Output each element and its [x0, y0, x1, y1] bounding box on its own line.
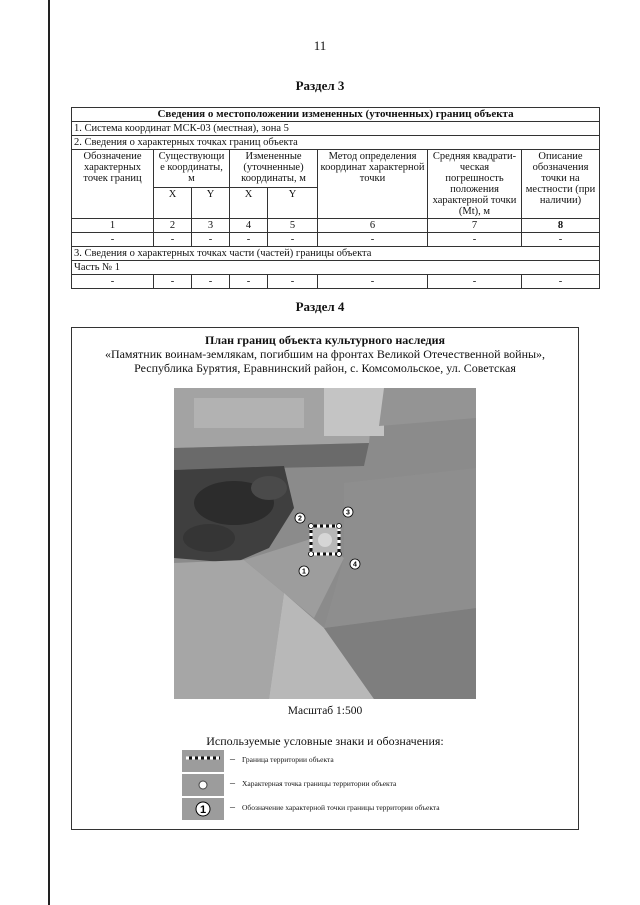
table-cell: 5: [268, 219, 318, 233]
section-4-title: Раздел 4: [295, 299, 345, 314]
plan-subtitle: «Памятник воинам-землякам, погибшим на фронтах Великой Отечественной войны», Республика Бурятия, Еравнинский район, с. Комсомольское, ул. Советская: [104, 347, 546, 375]
table-cell: -: [428, 275, 522, 289]
col-description: Описание обозначения точки на местности (при наличии): [522, 150, 600, 219]
col-error: Средняя квадрати-ческая погрешность положения характерной точки (Mt), м: [428, 150, 522, 219]
coordinates-table: [71, 107, 600, 289]
table-cell: -: [154, 233, 192, 247]
legend-title: Используемые условные знаки и обозначения:: [206, 734, 444, 748]
aerial-map: [174, 388, 476, 699]
col-changed-coords: Измененные (уточненные) координаты, м: [230, 150, 318, 188]
point-label-1: [299, 566, 309, 576]
table-cell: -: [318, 233, 428, 247]
point-label-2: [295, 513, 305, 523]
boundary-line-icon: [182, 750, 224, 772]
col-existing-coords: Существующи е координаты, м: [154, 150, 230, 188]
point-label-icon: [182, 798, 224, 820]
legend-label: Характерная точка границы территории объекта: [242, 779, 397, 788]
legend-item-point: – Характерная точка границы территории объекта: [182, 774, 522, 796]
plan-frame: [71, 327, 579, 830]
table-row-dashes: [72, 233, 600, 247]
svg-text:1: 1: [199, 804, 207, 816]
table-row-dashes-2: [72, 275, 600, 289]
table-cell: -: [428, 233, 522, 247]
table-row-numbering: [72, 219, 600, 233]
legend-label: Обозначение характерной точки границы территории объекта: [242, 803, 440, 812]
aerial-map-image: [174, 388, 476, 699]
table-cell: 6: [318, 219, 428, 233]
svg-text:3: 3: [346, 509, 350, 517]
table-cell: -: [192, 233, 230, 247]
table-cell: 1: [72, 219, 154, 233]
table-cell: 8: [522, 219, 600, 233]
table-cell: -: [192, 275, 230, 289]
plan-title: План границ объекта культурного наследия: [205, 333, 445, 347]
table-cell: -: [154, 275, 192, 289]
table-cell: -: [72, 233, 154, 247]
row-coordinate-system: 1. Система координат МСК-03 (местная), зона 5: [72, 122, 600, 136]
map-scale: Масштаб 1:500: [287, 705, 363, 717]
point-label-3: [343, 507, 353, 517]
table-heading: Сведения о местоположении измененных (уточненных) границ объекта: [72, 108, 600, 122]
point-marker-icon: [182, 774, 224, 796]
point-label-4: [350, 559, 360, 569]
legend-item-boundary: – Граница территории объекта: [182, 750, 522, 772]
svg-text:4: 4: [353, 561, 357, 569]
section-3-title: Раздел 3: [295, 78, 345, 93]
table-cell: -: [230, 233, 268, 247]
page-number: 11: [313, 38, 327, 53]
table-cell: 2: [154, 219, 192, 233]
table-cell: -: [268, 275, 318, 289]
row-part-1: Часть № 1: [72, 261, 600, 275]
svg-text:2: 2: [298, 515, 302, 523]
sub-x: X: [230, 187, 268, 218]
page-margin-line: [48, 0, 50, 905]
col-designation: Обозначение характерных точек границ: [72, 150, 154, 219]
row-characteristic-points: 2. Сведения о характерных точках границ объекта: [72, 136, 600, 150]
legend-item-point-label: 1 – Обозначение характерной точки границы территории объекта: [182, 798, 522, 820]
table-cell: -: [522, 233, 600, 247]
svg-text:1: 1: [302, 568, 306, 576]
table-cell: -: [522, 275, 600, 289]
table-cell: 3: [192, 219, 230, 233]
table-cell: 4: [230, 219, 268, 233]
sub-y: Y: [268, 187, 318, 218]
row-part-points: 3. Сведения о характерных точках части (частей) границы объекта: [72, 247, 600, 261]
table-cell: -: [72, 275, 154, 289]
table-cell: -: [230, 275, 268, 289]
col-method: Метод определения координат характерной точки: [318, 150, 428, 219]
sub-y: Y: [192, 187, 230, 218]
legend-label: Граница территории объекта: [242, 755, 334, 764]
table-cell: 7: [428, 219, 522, 233]
sub-x: X: [154, 187, 192, 218]
table-cell: -: [318, 275, 428, 289]
table-cell: -: [268, 233, 318, 247]
